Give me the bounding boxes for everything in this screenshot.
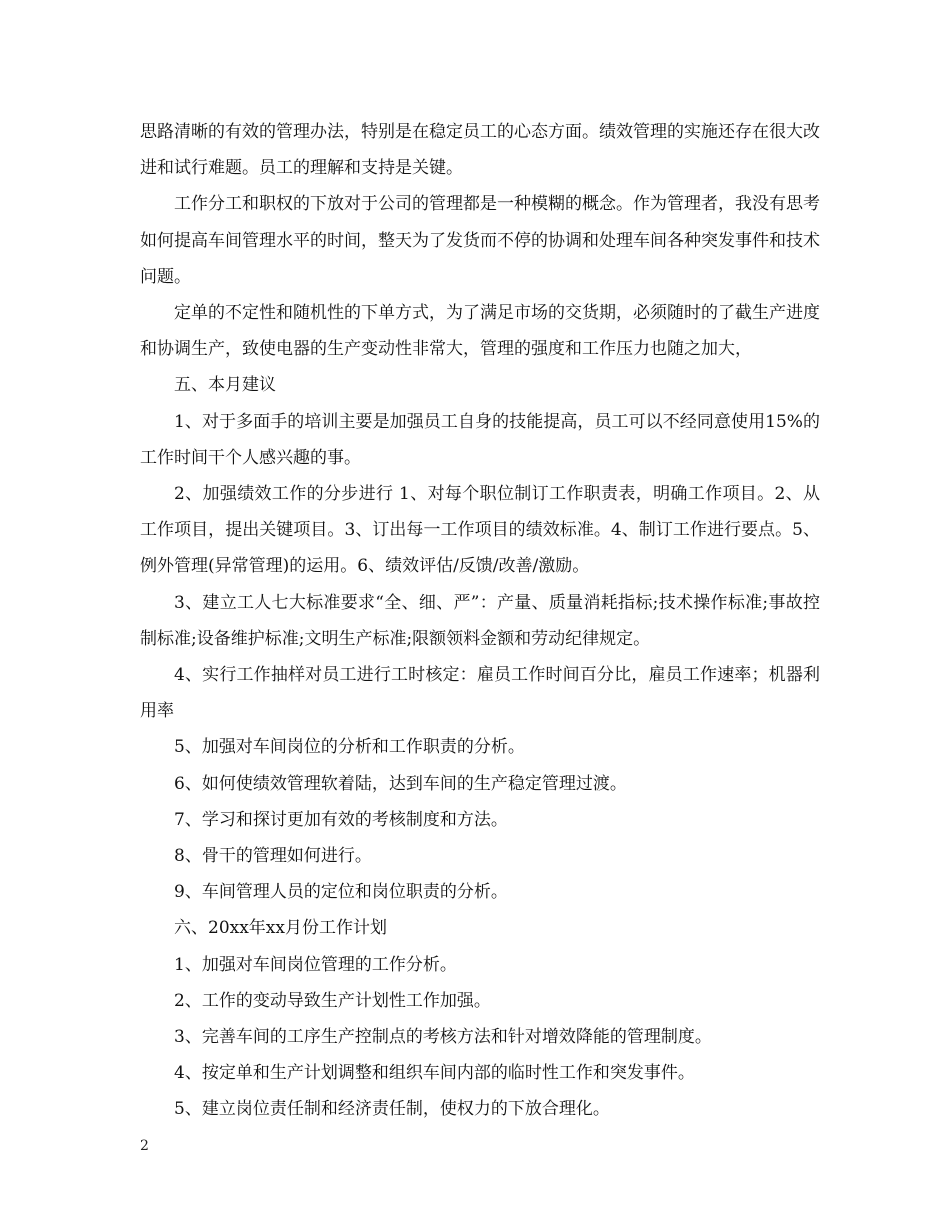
list-item: 4、实行工作抽样对员工进行工时核定：雇员工作时间百分比，雇员工作速率；机器利用率 bbox=[140, 665, 820, 722]
paragraph: 工作分工和职权的下放对于公司的管理都是一种模糊的概念。作为管理者，我没有思考如何提高车间管理水平的时间，整天为了发货而不停的协调和处理车间各种突发事件和技术问题。 bbox=[140, 194, 820, 287]
list-item: 9、车间管理人员的定位和岗位职责的分析。 bbox=[174, 882, 508, 903]
paragraph: 思路清晰的有效的管理办法，特别是在稳定员工的心态方面。绩效管理的实施还存在很大改进和试行难题。员工的理解和支持是关键。 bbox=[140, 122, 820, 179]
document-body bbox=[140, 114, 820, 1128]
section-heading: 六、20xx年xx月份工作计划 bbox=[174, 918, 387, 939]
list-item: 4、按定单和生产计划调整和组织车间内部的临时性工作和突发事件。 bbox=[174, 1063, 695, 1084]
list-item: 8、骨干的管理如何进行。 bbox=[174, 846, 372, 867]
list-item: 5、建立岗位责任制和经济责任制，使权力的下放合理化。 bbox=[174, 1099, 610, 1120]
list-item: 3、完善车间的工序生产控制点的考核方法和针对增效降能的管理制度。 bbox=[174, 1027, 712, 1048]
list-item: 5、加强对车间岗位的分析和工作职责的分析。 bbox=[174, 737, 525, 758]
list-item: 3、建立工人七大标准要求“全、细、严”：产量、质量消耗指标;技术操作标准;事故控制标准;设备维护标准;文明生产标准;限额领料金额和劳动纪律规定。 bbox=[140, 592, 820, 649]
page-number: 2 bbox=[140, 1138, 149, 1154]
list-item: 6、如何使绩效管理软着陆，达到车间的生产稳定管理过渡。 bbox=[174, 773, 627, 794]
list-item: 2、加强绩效工作的分步进行 1、对每个职位制订工作职责表，明确工作项目。2、从工作项目，提出关键项目。3、订出每一工作项目的绩效标准。4、制订工作进行要点。5、例外管理(异常管理)的运用。6、绩效评估/反馈/改善/激励。 bbox=[140, 484, 820, 577]
paragraph: 定单的不定性和随机性的下单方式，为了满足市场的交货期，必须随时的了截生产进度和协调生产，致使电器的生产变动性非常大，管理的强度和工作压力也随之加大， bbox=[140, 303, 820, 360]
list-item: 1、对于多面手的培训主要是加强员工自身的技能提高，员工可以不经同意使用15%的工作时间干个人感兴趣的事。 bbox=[140, 411, 820, 468]
list-item: 7、学习和探讨更加有效的考核制度和方法。 bbox=[174, 809, 508, 830]
section-heading: 五、本月建议 bbox=[174, 375, 276, 396]
list-item: 2、工作的变动导致生产计划性工作加强。 bbox=[174, 990, 491, 1011]
list-item: 1、加强对车间岗位管理的工作分析。 bbox=[174, 954, 457, 975]
